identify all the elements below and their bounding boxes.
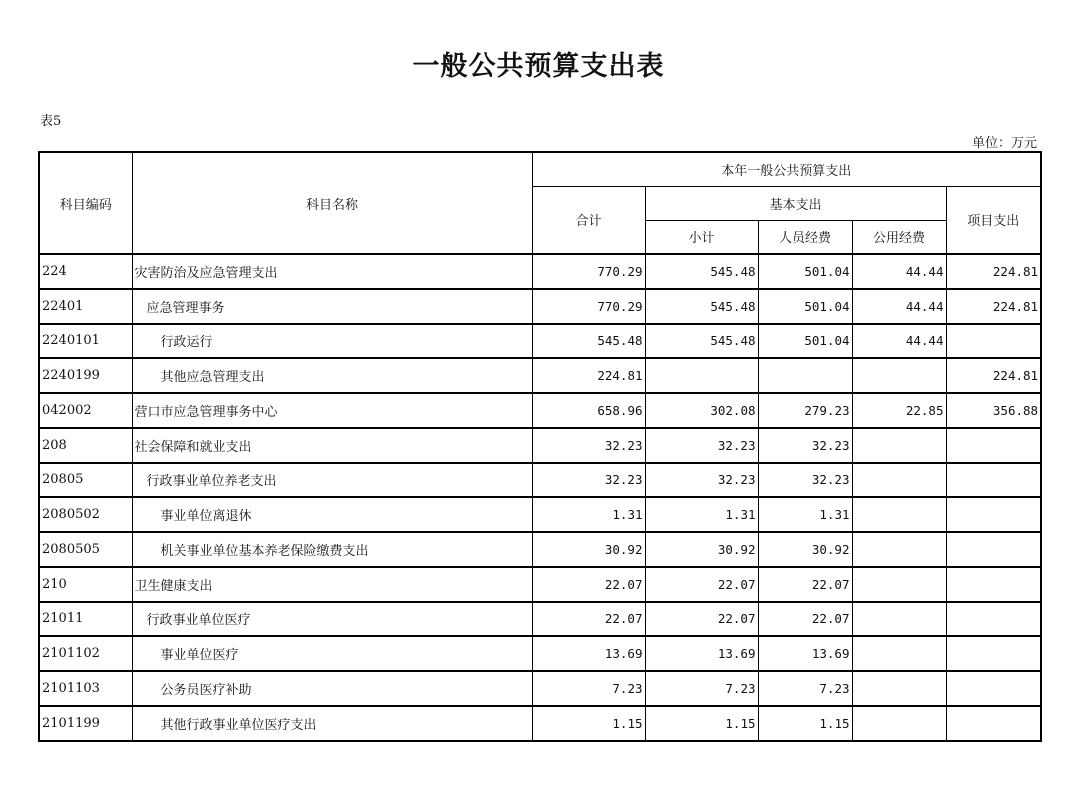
table-row (39, 532, 1041, 567)
row-subtotal: 32.23 (645, 463, 758, 498)
row-code: 2240101 (39, 324, 132, 359)
table-row (39, 463, 1041, 498)
row-public (852, 706, 946, 741)
row-project (946, 532, 1041, 567)
row-public: 22.85 (852, 393, 946, 428)
row-name: 其他应急管理支出 (132, 358, 532, 393)
row-code: 2080502 (39, 497, 132, 532)
row-total: 7.23 (532, 671, 645, 706)
row-code: 21011 (39, 602, 132, 637)
row-total: 32.23 (532, 463, 645, 498)
table-row (39, 636, 1041, 671)
row-personnel: 22.07 (758, 602, 852, 637)
row-subtotal: 302.08 (645, 393, 758, 428)
table-body (39, 254, 1041, 741)
row-public: 44.44 (852, 324, 946, 359)
row-personnel: 279.23 (758, 393, 852, 428)
row-subtotal (645, 358, 758, 393)
row-public (852, 602, 946, 637)
row-project: 224.81 (946, 289, 1041, 324)
row-name: 事业单位医疗 (132, 636, 532, 671)
row-code: 2240199 (39, 358, 132, 393)
row-code: 22401 (39, 289, 132, 324)
row-name: 行政事业单位养老支出 (132, 463, 532, 498)
row-project (946, 636, 1041, 671)
row-total: 22.07 (532, 567, 645, 602)
row-subtotal: 32.23 (645, 428, 758, 463)
header-code: 科目编码 (39, 152, 132, 254)
row-public (852, 358, 946, 393)
row-personnel: 1.15 (758, 706, 852, 741)
row-personnel: 30.92 (758, 532, 852, 567)
row-personnel: 7.23 (758, 671, 852, 706)
row-personnel (758, 358, 852, 393)
row-total: 1.31 (532, 497, 645, 532)
row-name: 应急管理事务 (132, 289, 532, 324)
row-personnel: 501.04 (758, 324, 852, 359)
row-name: 公务员医疗补助 (132, 671, 532, 706)
row-name: 机关事业单位基本养老保险缴费支出 (132, 532, 532, 567)
row-name: 其他行政事业单位医疗支出 (132, 706, 532, 741)
table-row (39, 428, 1041, 463)
row-public (852, 532, 946, 567)
table-row (39, 671, 1041, 706)
table-row (39, 254, 1041, 289)
row-total: 30.92 (532, 532, 645, 567)
header-total: 合计 (532, 186, 645, 254)
row-project (946, 671, 1041, 706)
row-subtotal: 1.31 (645, 497, 758, 532)
row-total: 32.23 (532, 428, 645, 463)
row-personnel: 32.23 (758, 463, 852, 498)
row-code: 042002 (39, 393, 132, 428)
table-row (39, 393, 1041, 428)
table-row (39, 289, 1041, 324)
row-code: 20805 (39, 463, 132, 498)
row-total: 770.29 (532, 254, 645, 289)
table-row (39, 602, 1041, 637)
row-personnel: 32.23 (758, 428, 852, 463)
row-project (946, 428, 1041, 463)
header-subtotal: 小计 (645, 220, 758, 254)
header-group: 本年一般公共预算支出 (532, 152, 1041, 186)
row-total: 545.48 (532, 324, 645, 359)
table-row (39, 706, 1041, 741)
row-project (946, 567, 1041, 602)
page-title: 一般公共预算支出表 (412, 51, 665, 82)
table-row (39, 324, 1041, 359)
unit-label: 单位：万元 (971, 136, 1037, 151)
row-code: 2101102 (39, 636, 132, 671)
row-project: 356.88 (946, 393, 1041, 428)
row-subtotal: 545.48 (645, 254, 758, 289)
row-subtotal: 13.69 (645, 636, 758, 671)
row-subtotal: 545.48 (645, 324, 758, 359)
row-personnel: 1.31 (758, 497, 852, 532)
row-public: 44.44 (852, 254, 946, 289)
row-project (946, 324, 1041, 359)
row-public (852, 567, 946, 602)
row-personnel: 501.04 (758, 289, 852, 324)
row-total: 1.15 (532, 706, 645, 741)
row-subtotal: 1.15 (645, 706, 758, 741)
table-row (39, 358, 1041, 393)
row-subtotal: 22.07 (645, 567, 758, 602)
row-project (946, 706, 1041, 741)
row-public (852, 671, 946, 706)
table-row (39, 497, 1041, 532)
row-personnel: 13.69 (758, 636, 852, 671)
row-code: 2101199 (39, 706, 132, 741)
row-public (852, 428, 946, 463)
header-public: 公用经费 (852, 220, 946, 254)
table-header (39, 152, 1041, 254)
row-total: 658.96 (532, 393, 645, 428)
row-public: 44.44 (852, 289, 946, 324)
row-total: 770.29 (532, 289, 645, 324)
row-total: 13.69 (532, 636, 645, 671)
header-basic: 基本支出 (645, 186, 946, 220)
row-project (946, 497, 1041, 532)
row-personnel: 22.07 (758, 567, 852, 602)
table-number: 表5 (40, 114, 62, 129)
row-code: 2080505 (39, 532, 132, 567)
row-subtotal: 545.48 (645, 289, 758, 324)
row-code: 224 (39, 254, 132, 289)
row-subtotal: 30.92 (645, 532, 758, 567)
row-public (852, 636, 946, 671)
row-name: 卫生健康支出 (132, 567, 532, 602)
row-name: 灾害防治及应急管理支出 (132, 254, 532, 289)
row-name: 行政事业单位医疗 (132, 602, 532, 637)
row-public (852, 497, 946, 532)
row-total: 224.81 (532, 358, 645, 393)
header-name: 科目名称 (132, 152, 532, 254)
header-project: 项目支出 (946, 186, 1041, 254)
row-project: 224.81 (946, 358, 1041, 393)
row-code: 2101103 (39, 671, 132, 706)
row-personnel: 501.04 (758, 254, 852, 289)
row-total: 22.07 (532, 602, 645, 637)
row-project (946, 602, 1041, 637)
row-name: 营口市应急管理事务中心 (132, 393, 532, 428)
row-subtotal: 22.07 (645, 602, 758, 637)
table-row (39, 567, 1041, 602)
row-name: 社会保障和就业支出 (132, 428, 532, 463)
budget-table (38, 151, 1042, 742)
row-public (852, 463, 946, 498)
header-personnel: 人员经费 (758, 220, 852, 254)
row-code: 208 (39, 428, 132, 463)
row-name: 行政运行 (132, 324, 532, 359)
row-project (946, 463, 1041, 498)
row-subtotal: 7.23 (645, 671, 758, 706)
row-project: 224.81 (946, 254, 1041, 289)
row-name: 事业单位离退休 (132, 497, 532, 532)
row-code: 210 (39, 567, 132, 602)
